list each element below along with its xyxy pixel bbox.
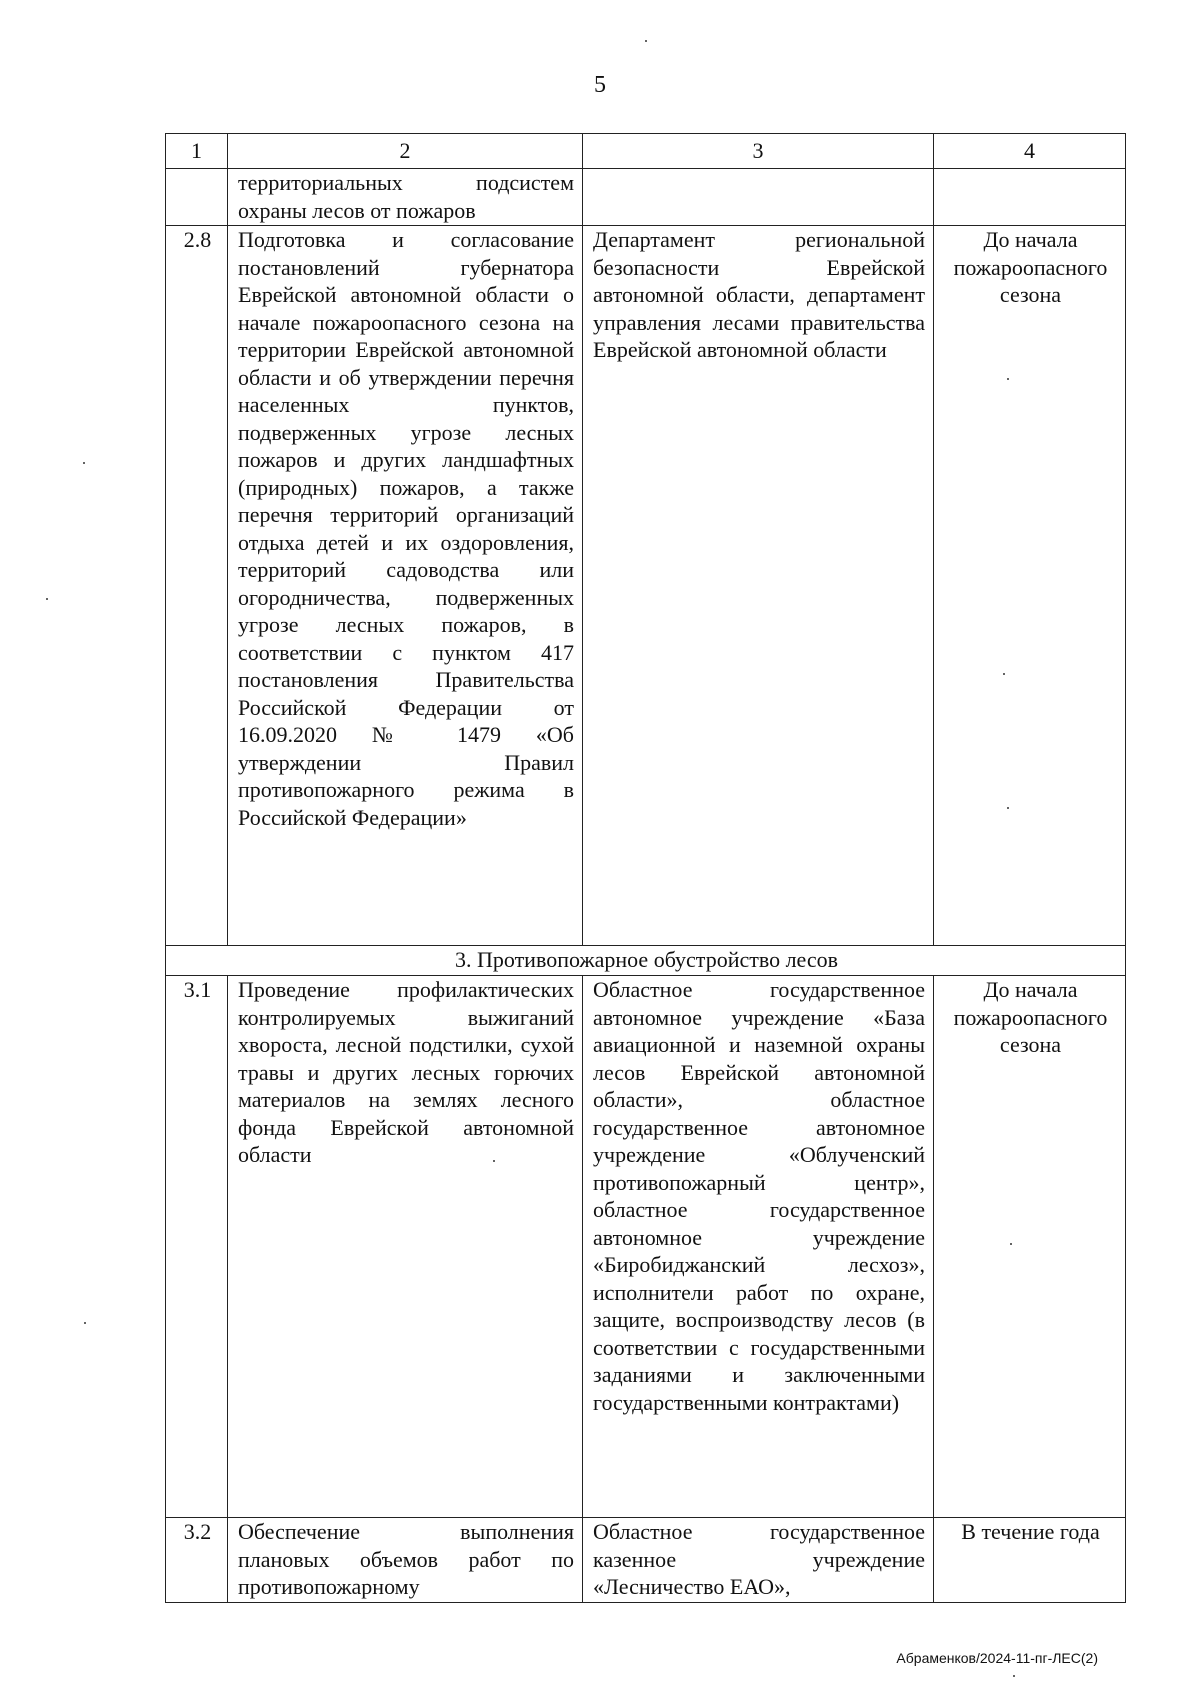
table-row [166, 1518, 1126, 1603]
scan-speck [46, 598, 48, 600]
header-col-3: 3 [583, 134, 934, 169]
row-measure: Обеспечение выполнения плановых объемов работ по противопожарному [228, 1518, 583, 1603]
scan-speck [84, 1322, 86, 1324]
row-measure: Проведение профилактических контролируемых выжиганий хвороста, лесной подстилки, сухой травы и других лесных горючих материалов на землях лесного фонда Еврейской автономной области [228, 976, 583, 1518]
row-number: 3.1 [166, 976, 228, 1518]
scan-speck [83, 462, 85, 464]
row-executor: Департамент региональной безопасности Еврейской автономной области, департамент управления лесами правительства Еврейской автономной области [583, 226, 934, 946]
row-number [166, 169, 228, 226]
row-deadline [934, 169, 1126, 226]
row-number: 3.2 [166, 1518, 228, 1603]
table-row [166, 169, 1126, 226]
scan-speck [645, 40, 647, 42]
section-title: 3. Противопожарное обустройство лесов [166, 946, 1126, 976]
scan-speck [1003, 673, 1005, 675]
document-code: Абраменков/2024-11-пг-ЛЕС(2) [896, 1650, 1098, 1666]
scan-speck [1007, 807, 1009, 809]
row-executor [583, 169, 934, 226]
scan-speck [493, 1160, 495, 1162]
header-row [166, 134, 1126, 169]
scan-speck [1013, 1675, 1015, 1677]
row-deadline: До начала пожароопасного сезона [934, 226, 1126, 946]
scan-speck [1010, 1243, 1012, 1245]
section-row [166, 946, 1126, 976]
page-number: 5 [594, 72, 606, 98]
row-measure: Подготовка и согласование постановлений губернатора Еврейской автономной области о начале пожароопасного сезона на территории Еврейской автономной области и об утверждении перечня населенных пунктов, подверженных угрозе лесных пожаров и других ландшафтных (природных) пожаров, а также перечня территорий организаций отдыха детей и их оздоровления, территорий садоводства или огородничества, подверженных угрозе лесных пожаров, в соответствии с пунктом 417 постановления Правительства Российской Федерации от 16.09.2020 № 1479 «Об утверждении Правил противопожарного режима в Российской Федерации» [228, 226, 583, 946]
row-deadline: В течение года [934, 1518, 1126, 1603]
row-measure: территориальных подсистем охраны лесов от пожаров [228, 169, 583, 226]
row-deadline: До начала пожароопасного сезона [934, 976, 1126, 1518]
measures-table [165, 133, 1126, 1603]
row-executor: Областное государственное автономное учреждение «База авиационной и наземной охраны лесов Еврейской автономной области», областное государственное автономное учреждение «Облученский противопожарный центр», областное государственное автономное учреждение «Биробиджанский лесхоз», исполнители работ по охране, защите, воспроизводству лесов (в соответствии с государственными заданиями и заключенными государственными контрактами) [583, 976, 934, 1518]
header-col-4: 4 [934, 134, 1126, 169]
row-executor: Областное государственное казенное учреждение «Лесничество ЕАО», [583, 1518, 934, 1603]
table-row [166, 226, 1126, 946]
table-row [166, 976, 1126, 1518]
row-number: 2.8 [166, 226, 228, 946]
header-col-1: 1 [166, 134, 228, 169]
header-col-2: 2 [228, 134, 583, 169]
scan-speck [1007, 378, 1009, 380]
